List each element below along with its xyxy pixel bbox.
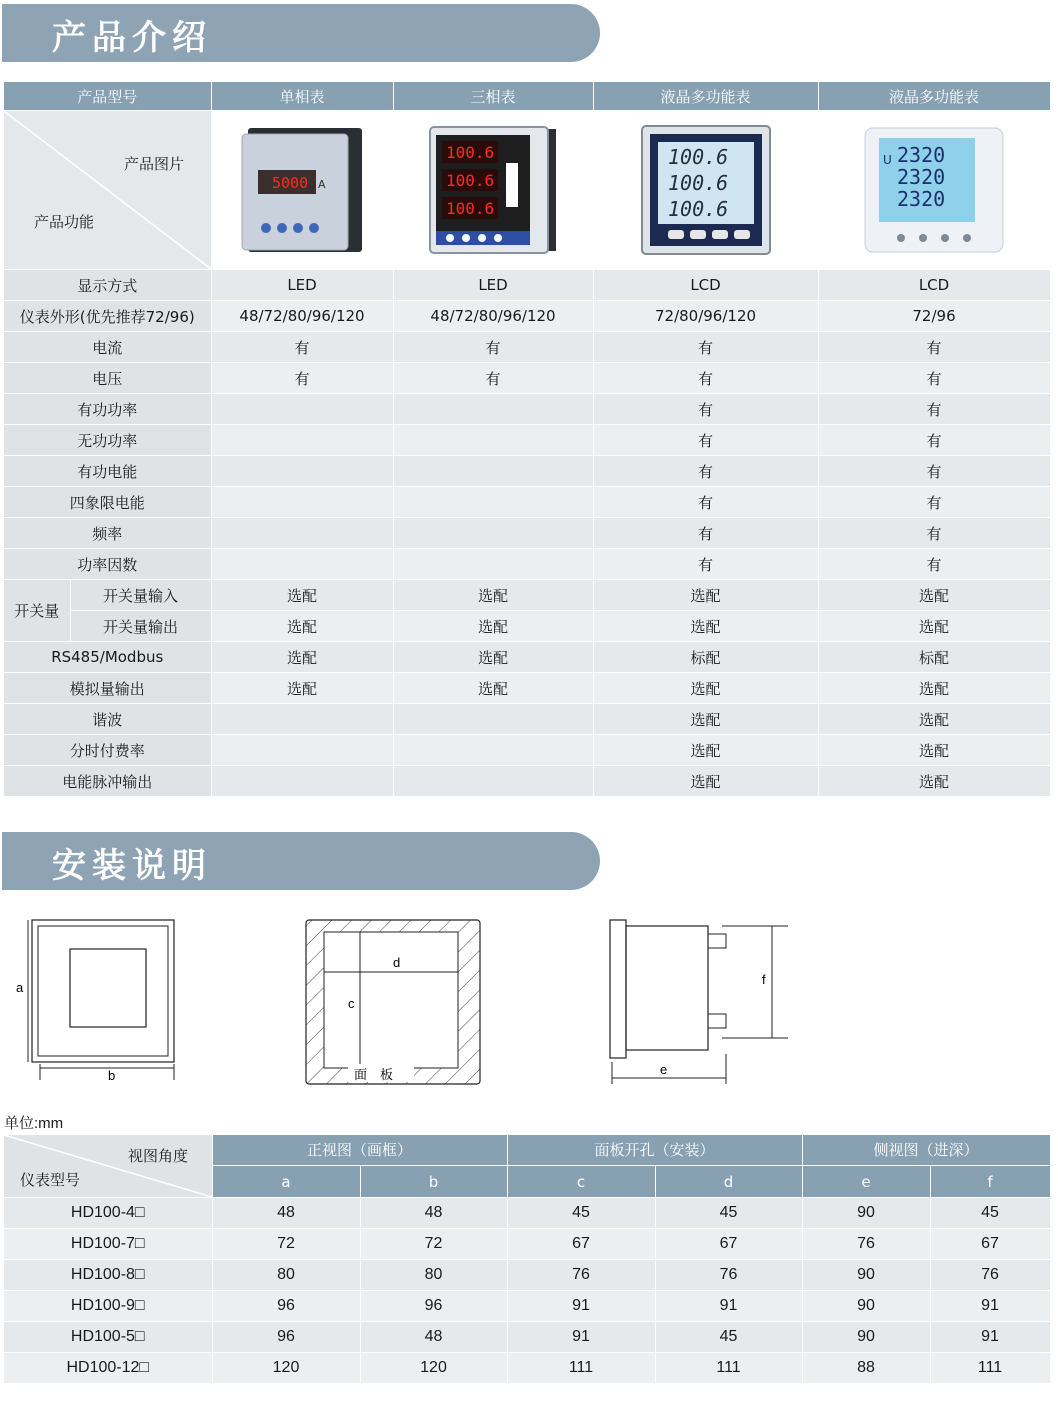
dim-table-corner: 视图角度 仪表型号 — [4, 1135, 212, 1198]
dim-group-front: 正视图（画框） — [212, 1135, 507, 1166]
svg-text:100.6: 100.6 — [446, 171, 495, 190]
led-readout: 5000 — [272, 174, 309, 192]
dim-row: HD100-4□ 48 48 45 45 90 45 — [4, 1198, 1050, 1229]
meter-image-2 — [393, 111, 593, 270]
panel-cutout-drawing — [300, 912, 490, 1090]
dim-row: HD100-5□ 96 48 91 45 90 91 — [4, 1322, 1050, 1353]
meter-image-1 — [211, 111, 393, 270]
svg-text:2320: 2320 — [897, 187, 946, 211]
dim-row: HD100-7□ 72 72 67 67 76 67 — [4, 1229, 1050, 1260]
svg-text:b: b — [108, 1068, 116, 1083]
dim-group-side: 侧视图（进深） — [802, 1135, 1050, 1166]
header-col-1: 单相表 — [211, 82, 393, 111]
lcd-meter-icon — [638, 122, 774, 258]
svg-text:2320: 2320 — [897, 165, 946, 189]
spec-row: 谐波 选配 选配 — [4, 704, 1050, 735]
svg-text:100.6: 100.6 — [446, 199, 495, 218]
spec-row: 功率因数 有 有 — [4, 549, 1050, 580]
single-phase-meter-icon — [238, 124, 366, 256]
spec-row: RS485/Modbus 选配 选配 标配 标配 — [4, 642, 1050, 673]
image-label: 产品图片 — [124, 155, 185, 173]
spec-row: 四象限电能 有 有 — [4, 487, 1050, 518]
front-view-drawing — [10, 912, 190, 1088]
svg-text:d: d — [393, 955, 401, 970]
meter-image-4 — [818, 111, 1050, 270]
dim-group-panel: 面板开孔（安装） — [507, 1135, 802, 1166]
svg-text:100.6: 100.6 — [667, 145, 728, 169]
svg-text:a: a — [16, 980, 24, 995]
svg-text:A: A — [318, 178, 326, 191]
unit-label: 单位:mm — [4, 1115, 64, 1132]
dim-row: HD100-12□ 120 120 111 111 88 111 — [4, 1353, 1050, 1384]
header-col-3: 液晶多功能表 — [593, 82, 818, 111]
svg-text:100.6: 100.6 — [446, 143, 495, 162]
section-title: 产品介绍 — [52, 18, 212, 58]
meter-image-3 — [593, 111, 818, 270]
side-view-drawing — [604, 914, 794, 1090]
function-label: 产品功能 — [34, 213, 95, 231]
header-col-2: 三相表 — [393, 82, 593, 111]
spec-row: 开关量 开关量输入 选配 选配 选配 选配 — [4, 580, 1050, 611]
dim-row: HD100-9□ 96 96 91 91 90 91 — [4, 1291, 1050, 1322]
header-model: 产品型号 — [4, 82, 211, 111]
spec-row: 有功电能 有 有 — [4, 456, 1050, 487]
section-title: 安装说明 — [52, 846, 212, 886]
lcd-white-meter-icon — [861, 124, 1007, 256]
spec-row: 显示方式 LED LED LCD LCD — [4, 270, 1050, 301]
svg-text:2320: 2320 — [897, 143, 946, 167]
dimension-table: 视图角度 仪表型号 正视图（画框） 面板开孔（安装） 侧视图（进深） a b c d e f HD100-4□ 48 48 45 45 90 45 HD100-7□ 72 72 67 67 76 67 HD100-8□ 80 80 76 76 90 76 HD100-9□ 96 96 91 91 90 91 HD100-5□ 96 48 91 45 90 91 HD100-12□ 120 120 111 111 88 111 — [4, 1134, 1051, 1383]
section-banner-product — [2, 4, 600, 62]
three-phase-meter-icon — [426, 123, 560, 257]
svg-text:c: c — [348, 996, 355, 1011]
spec-row: 频率 有 有 — [4, 518, 1050, 549]
spec-row: 电压 有 有 有 有 — [4, 363, 1050, 394]
spec-row: 电流 有 有 有 有 — [4, 332, 1050, 363]
spec-row: 分时付费率 选配 选配 — [4, 735, 1050, 766]
dim-row: HD100-8□ 80 80 76 76 90 76 — [4, 1260, 1050, 1291]
spec-row: 电能脉冲输出 选配 选配 — [4, 766, 1050, 797]
spec-table — [4, 82, 1051, 796]
svg-text:U: U — [883, 153, 892, 167]
spec-row: 开关量输出 选配 选配 选配 选配 — [4, 611, 1050, 642]
svg-text:f: f — [762, 972, 766, 987]
diagonal-line — [4, 111, 211, 269]
image-row-label-cell — [4, 111, 211, 270]
header-col-4: 液晶多功能表 — [818, 82, 1050, 111]
spec-row: 仪表外形(优先推荐72/96) 48/72/80/96/120 48/72/80/96/120 72/80/96/120 72/96 — [4, 301, 1050, 332]
spec-row: 有功功率 有 有 — [4, 394, 1050, 425]
svg-text:100.6: 100.6 — [667, 171, 728, 195]
switch-group-label: 开关量 — [4, 580, 70, 642]
spec-row: 无功功率 有 有 — [4, 425, 1050, 456]
svg-text:100.6: 100.6 — [667, 197, 728, 221]
svg-text:e: e — [660, 1062, 668, 1077]
svg-text:面 板: 面 板 — [354, 1068, 394, 1083]
spec-row: 模拟量输出 选配 选配 选配 选配 — [4, 673, 1050, 704]
section-banner-install — [2, 832, 600, 890]
